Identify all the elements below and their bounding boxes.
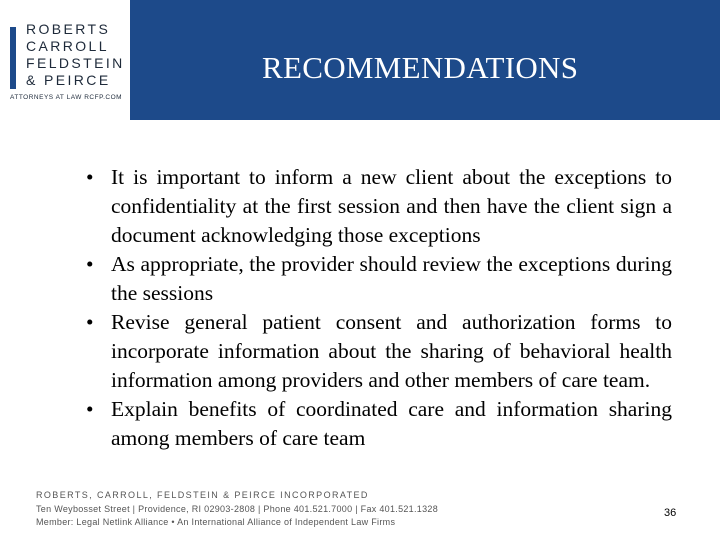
bullet-marker: •: [86, 165, 94, 189]
bullet-list: [86, 163, 672, 453]
logo-accent-bar: [10, 27, 16, 89]
bullet-marker: •: [86, 252, 94, 276]
logo-line-2: CARROLL: [26, 38, 109, 54]
bullet-text: It is important to inform a new client about the exceptions to confidentiality at the first session and then have the client sign a document acknowledging those exceptions: [111, 165, 672, 247]
bullet-text: As appropriate, the provider should review the exceptions during the sessions: [111, 252, 672, 305]
logo-tagline: ATTORNEYS AT LAW RCFP.COM: [10, 94, 123, 101]
bullet-marker: •: [86, 397, 94, 421]
logo-line-3: FELDSTEIN: [26, 55, 125, 71]
page-number: 36: [664, 507, 677, 519]
footer-address: Ten Weybosset Street | Providence, RI 02903-2808 | Phone 401.521.7000 | Fax 401.521.1328: [36, 503, 439, 514]
footer-firm-name: ROBERTS, CARROLL, FELDSTEIN & PEIRCE INCORPORATED: [36, 490, 369, 500]
bullet-marker: •: [86, 310, 94, 334]
title-bar: [0, 0, 720, 120]
bullet-text: Revise general patient consent and authorization forms to incorporate information about the sharing of behavioral health information among providers and other members of care team.: [111, 310, 672, 392]
firm-logo: [0, 0, 130, 120]
bullet-item: [86, 308, 672, 395]
footer-network: Member: Legal Netlink Alliance • An International Alliance of Independent Law Firms: [36, 517, 396, 527]
logo-line-4: & PEIRCE: [26, 72, 111, 88]
slide-title: RECOMMENDATIONS: [262, 50, 579, 85]
bullet-text: Explain benefits of coordinated care and information sharing among members of care team: [111, 397, 672, 450]
footer: [36, 489, 438, 530]
logo-line-1: ROBERTS: [26, 21, 111, 37]
bullet-item: [86, 163, 672, 250]
bullet-item: [86, 395, 672, 453]
bullet-item: [86, 250, 672, 308]
